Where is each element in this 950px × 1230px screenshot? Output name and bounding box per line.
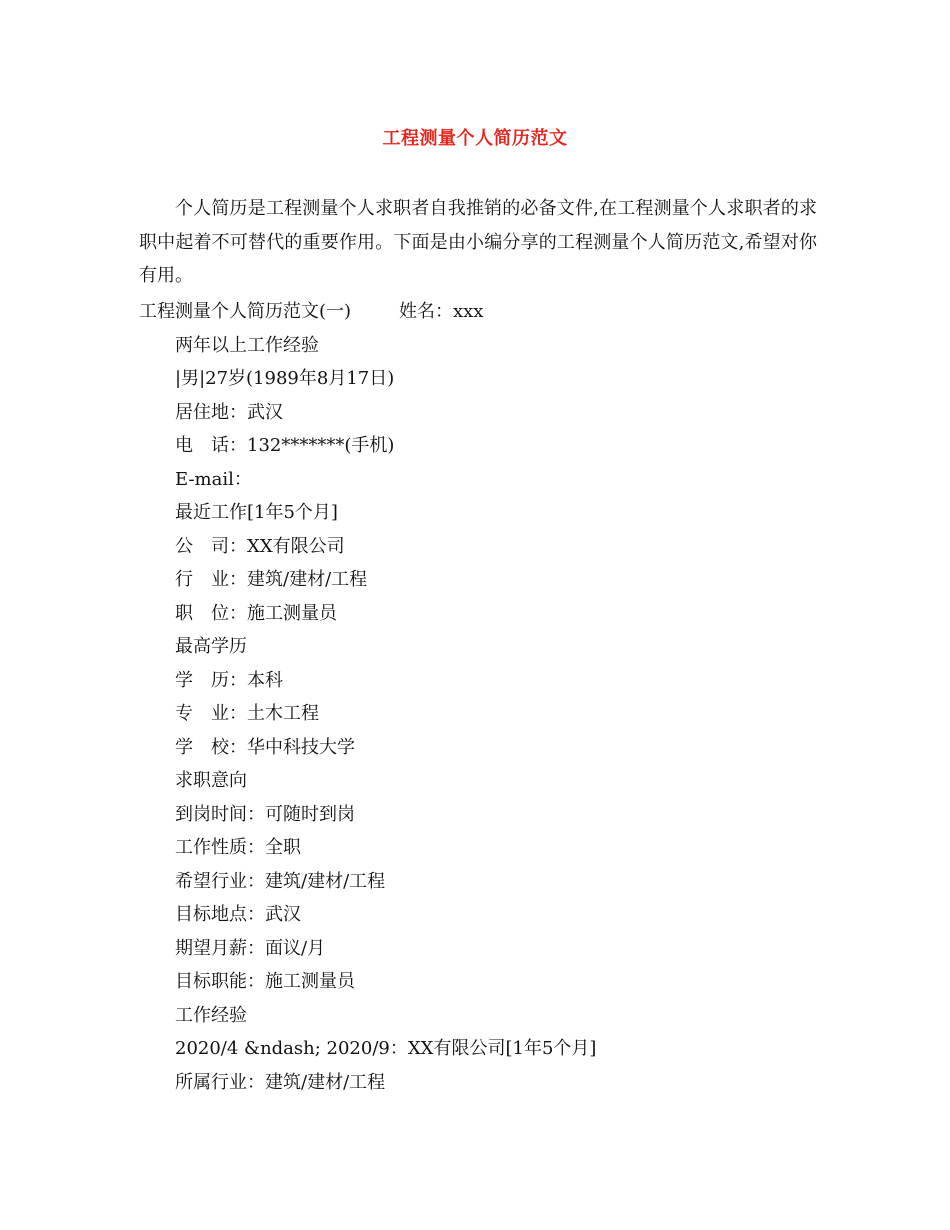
resume-line-school: 学 校：华中科技大学 [175, 737, 355, 758]
resume-line-experience-years: 两年以上工作经验 [175, 335, 319, 356]
resume-line-industry: 行 业：建筑/建材/工程 [175, 569, 368, 590]
resume-line-highest-education: 最高学历 [175, 636, 247, 657]
resume-line-target-location: 目标地点：武汉 [175, 904, 301, 925]
resume-line-phone: 电 话：132*******(手机) [175, 435, 395, 456]
resume-line-degree: 学 历：本科 [175, 670, 283, 691]
resume-line-position: 职 位：施工测量员 [175, 603, 337, 624]
resume-line-employment-period: 2020/4 &ndash; 2020/9：XX有限公司[1年5个月] [175, 1038, 597, 1059]
section-heading: 工程测量个人简历范文(一) [139, 301, 352, 322]
resume-line-major: 专 业：土木工程 [175, 703, 319, 724]
resume-line-recent-work: 最近工作[1年5个月] [175, 502, 338, 523]
resume-line-company: 公 司：XX有限公司 [175, 536, 345, 557]
resume-line-start-time: 到岗时间：可随时到岗 [175, 804, 355, 825]
resume-line-residence: 居住地：武汉 [175, 402, 283, 423]
document-title: 工程测量个人简历范文 [382, 128, 568, 149]
intro-paragraph: 个人简历是工程测量个人求职者自我推销的必备文件,在工程测量个人求职者的求职中起着不可替代的重要作用。下面是由小编分享的工程测量个人简历范文,希望对你有用。 [139, 198, 817, 286]
resume-line-job-intention: 求职意向 [175, 770, 247, 791]
resume-line-desired-industry: 希望行业：建筑/建材/工程 [175, 871, 386, 892]
resume-line-job-type: 工作性质：全职 [175, 837, 301, 858]
resume-line-company-industry: 所属行业：建筑/建材/工程 [175, 1072, 386, 1093]
resume-line-work-experience: 工作经验 [175, 1005, 247, 1026]
resume-line-gender-age: |男|27岁(1989年8月17日) [175, 368, 395, 389]
resume-line-target-function: 目标职能：施工测量员 [175, 971, 355, 992]
name-field: 姓名：xxx [399, 301, 484, 322]
resume-line-expected-salary: 期望月薪：面议/月 [175, 938, 326, 959]
resume-line-email: E-mail： [175, 469, 252, 490]
